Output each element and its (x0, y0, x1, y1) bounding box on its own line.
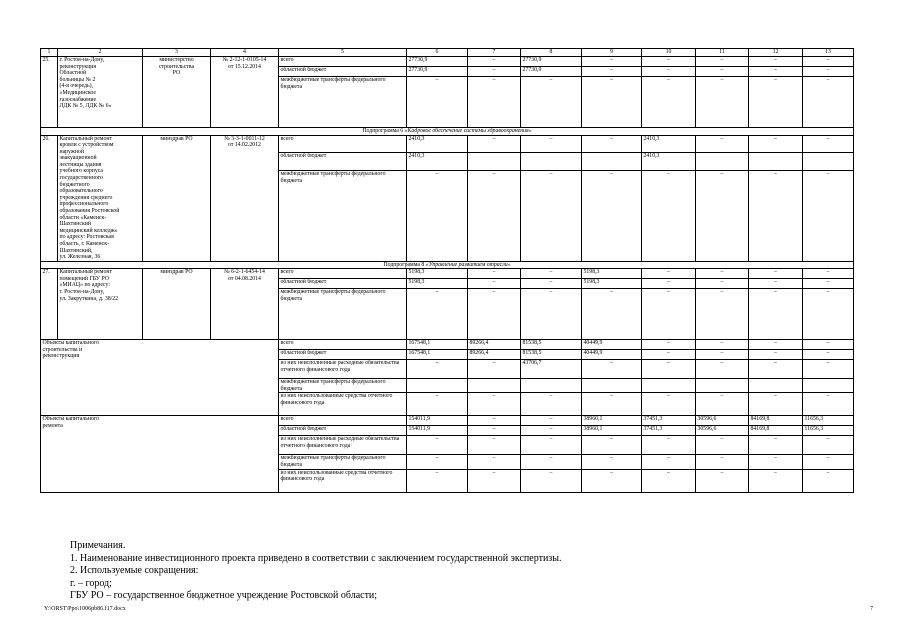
amount-cell: – (521, 269, 582, 279)
col-num: 8 (521, 49, 582, 57)
amount-cell: – (749, 171, 803, 262)
customer: минздрав РО (143, 269, 211, 340)
amount-cell: – (696, 469, 749, 492)
amount-cell (642, 379, 696, 393)
amount-cell: – (468, 360, 521, 379)
amount-cell: – (803, 436, 854, 455)
amount-cell: – (582, 289, 642, 340)
amount-cell (582, 153, 642, 171)
amount-cell: 5198,3 (582, 269, 642, 279)
amount-cell: – (582, 393, 642, 416)
amount-cell: – (468, 171, 521, 262)
amount-cell (696, 379, 749, 393)
amount-cell: – (468, 426, 521, 436)
amount-cell: – (407, 360, 468, 379)
amount-cell: – (521, 135, 582, 153)
amount-cell: 38960,1 (582, 416, 642, 426)
customer: минздрав РО (143, 135, 211, 261)
funding-source: всего (279, 57, 407, 67)
amount-cell: – (696, 269, 749, 279)
amount-cell: – (642, 269, 696, 279)
amount-cell: 167548,1 (407, 350, 468, 360)
amount-cell: – (468, 289, 521, 340)
amount-cell: 27730,9 (407, 57, 468, 67)
amount-cell: – (803, 455, 854, 469)
amount-cell: – (521, 289, 582, 340)
amount-cell: – (407, 469, 468, 492)
amount-cell: – (582, 67, 642, 77)
amount-cell: – (521, 455, 582, 469)
note-line: 2. Используемые сокращения: (70, 565, 199, 577)
amount-cell: – (749, 436, 803, 455)
note-line: г. – город; (70, 577, 112, 589)
amount-cell: 40449,9 (582, 340, 642, 350)
amount-cell: 84169,8 (749, 416, 803, 426)
amount-cell: 2410,3 (407, 135, 468, 153)
amount-cell (749, 153, 803, 171)
amount-cell: 38960,1 (582, 426, 642, 436)
col-num: 6 (407, 49, 468, 57)
amount-cell: 27730,9 (521, 67, 582, 77)
amount-cell: – (749, 393, 803, 416)
amount-cell: – (521, 77, 582, 128)
table-row (41, 340, 854, 350)
amount-cell: 89266,4 (468, 340, 521, 350)
funding-source: межбюджетные трансферты федерального бюджета (279, 455, 407, 469)
amount-cell: 2410,3 (642, 135, 696, 153)
amount-cell: – (468, 57, 521, 67)
amount-cell: – (407, 436, 468, 455)
col-num: 3 (143, 49, 211, 57)
amount-cell: – (521, 416, 582, 426)
col-num: 10 (642, 49, 696, 57)
group-name: Объекты капитального строительства и реконструкции (41, 340, 279, 416)
amount-cell: – (407, 393, 468, 416)
funding-source: из них неиспользованные средства отчетного финансового года (279, 393, 407, 416)
amount-cell: – (642, 393, 696, 416)
subprogram-title (41, 128, 854, 136)
amount-cell: 5198,3 (582, 279, 642, 289)
amount-cell: 2410,3 (407, 153, 468, 171)
amount-cell: – (521, 426, 582, 436)
amount-cell: – (749, 135, 803, 153)
amount-cell: – (407, 171, 468, 262)
amount-cell: – (642, 455, 696, 469)
amount-cell: – (803, 393, 854, 416)
amount-cell: – (696, 57, 749, 67)
amount-cell (407, 379, 468, 393)
amount-cell: 37451,3 (642, 416, 696, 426)
amount-cell: – (696, 436, 749, 455)
funding-source: областной бюджет (279, 279, 407, 289)
amount-cell: – (696, 393, 749, 416)
amount-cell: – (582, 77, 642, 128)
col-num: 11 (696, 49, 749, 57)
table-row (41, 135, 854, 153)
object-name: г. Ростов-на-Дону, реконструкция Областной больницы № 2 (4-я очередь), «Медицинское газоснабжение ЛДК № 5, ЛДК № 6» (58, 57, 143, 128)
subprogram-name: «Управление развитием отрасли» (425, 261, 511, 268)
amount-cell: 2410,3 (642, 153, 696, 171)
budget-table (40, 48, 853, 493)
amount-cell: – (521, 279, 582, 289)
amount-cell: 89266,4 (468, 350, 521, 360)
funding-source: межбюджетные трансферты федерального бюджета (279, 77, 407, 128)
expertise-doc: № 3-3-1-0011-12 от 14.02.2012 (211, 135, 279, 261)
row-number: 25. (41, 57, 58, 128)
amount-cell: 154011,9 (407, 416, 468, 426)
amount-cell: 27730,9 (407, 67, 468, 77)
amount-cell: – (696, 455, 749, 469)
notes-block (70, 540, 561, 603)
amount-cell: – (696, 360, 749, 379)
subprogram-row (41, 128, 854, 136)
amount-cell: 5198,3 (407, 279, 468, 289)
amount-cell: – (468, 135, 521, 153)
expertise-doc: № 2-12-1-0105-14 от 15.12.2014 (211, 57, 279, 128)
amount-cell: – (749, 77, 803, 128)
amount-cell: – (407, 77, 468, 128)
amount-cell: 11656,3 (803, 416, 854, 426)
amount-cell: – (696, 171, 749, 262)
amount-cell: – (749, 469, 803, 492)
amount-cell: – (468, 436, 521, 455)
subprogram-prefix: Подпрограмма 8 (383, 261, 426, 268)
amount-cell: – (749, 289, 803, 340)
col-num: 9 (582, 49, 642, 57)
funding-source: областной бюджет (279, 350, 407, 360)
col-num: 2 (58, 49, 143, 57)
note-line: ГБУ РО – государственное бюджетное учреждение Ростовской области; (70, 590, 378, 602)
amount-cell: – (642, 289, 696, 340)
amount-cell: – (696, 340, 749, 350)
amount-cell (468, 153, 521, 171)
amount-cell: – (803, 171, 854, 262)
row-number: 26. (41, 135, 58, 261)
amount-cell: – (642, 469, 696, 492)
amount-cell: – (696, 135, 749, 153)
subprogram-row (41, 261, 854, 269)
amount-cell: – (803, 77, 854, 128)
amount-cell: – (582, 57, 642, 67)
notes-heading: Примечания. (70, 540, 126, 551)
amount-cell: – (803, 135, 854, 153)
row-number: 27. (41, 269, 58, 340)
object-name: Капитальный ремонт кровли с устройством наружной эвакуационной лестницы здания учебного корпуса государственного бюджетного образовательного учреждения среднего профессионального образования Ростовской области «Каменск- Шахтинский медицинский колледж» по адресу: Ростовская область, г. Каменск- Шахтинский, ул. Железная, 36 (58, 135, 143, 261)
amount-cell: 81538,5 (521, 340, 582, 350)
funding-source: межбюджетные трансферты федерального бюджета (279, 379, 407, 393)
amount-cell (521, 379, 582, 393)
funding-source: межбюджетные трансферты федерального бюджета (279, 171, 407, 262)
column-number-row (41, 49, 854, 57)
amount-cell: – (642, 57, 696, 67)
funding-source: межбюджетные трансферты федерального бюджета (279, 289, 407, 340)
amount-cell: – (749, 67, 803, 77)
amount-cell (749, 379, 803, 393)
amount-cell: – (642, 67, 696, 77)
customer: министерство строительства РО (143, 57, 211, 128)
amount-cell: – (696, 67, 749, 77)
funding-source: всего (279, 269, 407, 279)
amount-cell: – (696, 77, 749, 128)
funding-source: всего (279, 135, 407, 153)
group-name: Объекты капитального ремонта (41, 416, 279, 492)
funding-source: всего (279, 340, 407, 350)
amount-cell: 84169,8 (749, 426, 803, 436)
amount-cell: – (803, 360, 854, 379)
col-num: 12 (749, 49, 803, 57)
amount-cell (468, 379, 521, 393)
funding-source: из них неисполненные расходные обязательства отчетного финансового года (279, 436, 407, 455)
amount-cell: – (803, 350, 854, 360)
table-row (41, 57, 854, 67)
amount-cell: – (803, 269, 854, 279)
funding-source: из них неиспользованные средства отчетного финансового года (279, 469, 407, 492)
amount-cell: – (642, 350, 696, 360)
amount-cell: – (642, 436, 696, 455)
page-number: 7 (870, 606, 873, 612)
amount-cell: 167548,1 (407, 340, 468, 350)
funding-source: из них неисполненные расходные обязательства отчетного финансового года (279, 360, 407, 379)
amount-cell: – (803, 289, 854, 340)
col-num: 7 (468, 49, 521, 57)
amount-cell: – (749, 340, 803, 350)
amount-cell: – (749, 269, 803, 279)
amount-cell: 43706,7 (521, 360, 582, 379)
note-line: 1. Наименование инвестиционного проекта приведено в соответствии с заключением государственной экспертизы. (70, 552, 562, 564)
amount-cell: – (468, 469, 521, 492)
funding-source: областной бюджет (279, 67, 407, 77)
amount-cell: – (468, 455, 521, 469)
amount-cell: 30596,6 (696, 426, 749, 436)
amount-cell (696, 153, 749, 171)
amount-cell: – (521, 436, 582, 455)
amount-cell: – (696, 279, 749, 289)
funding-source: областной бюджет (279, 153, 407, 171)
amount-cell: – (696, 289, 749, 340)
table-row (41, 416, 854, 426)
funding-source: всего (279, 416, 407, 426)
amount-cell: – (468, 67, 521, 77)
amount-cell: – (582, 360, 642, 379)
amount-cell: – (521, 469, 582, 492)
amount-cell: – (582, 436, 642, 455)
funding-source: областной бюджет (279, 426, 407, 436)
amount-cell: – (407, 455, 468, 469)
amount-cell: – (803, 57, 854, 67)
footer-file-path: Y:\ORST\Ppo\1006pb86.f17.docx (44, 606, 126, 612)
amount-cell: – (749, 455, 803, 469)
amount-cell: – (521, 171, 582, 262)
amount-cell: – (582, 171, 642, 262)
amount-cell: 37451,3 (642, 426, 696, 436)
amount-cell: 11656,3 (803, 426, 854, 436)
amount-cell: – (642, 360, 696, 379)
amount-cell: – (749, 57, 803, 67)
col-num: 13 (803, 49, 854, 57)
amount-cell: – (582, 469, 642, 492)
amount-cell: – (803, 469, 854, 492)
col-num: 1 (41, 49, 58, 57)
subprogram-name: «Кадровое обеспечение системы здравоохранения» (404, 128, 532, 134)
amount-cell: – (803, 67, 854, 77)
amount-cell: – (468, 416, 521, 426)
amount-cell: – (642, 279, 696, 289)
amount-cell: – (407, 289, 468, 340)
amount-cell: – (642, 77, 696, 128)
amount-cell: 81538,5 (521, 350, 582, 360)
col-num: 5 (279, 49, 407, 57)
subprogram-title (41, 261, 854, 269)
amount-cell: – (642, 340, 696, 350)
col-num: 4 (211, 49, 279, 57)
amount-cell: – (468, 77, 521, 128)
amount-cell: – (749, 350, 803, 360)
table-row (41, 269, 854, 279)
amount-cell: – (803, 340, 854, 350)
amount-cell: – (749, 360, 803, 379)
amount-cell: – (468, 393, 521, 416)
expertise-doc: № 6-2-1-6454-14 от 04.08.2014 (211, 269, 279, 340)
amount-cell: 5198,3 (407, 269, 468, 279)
amount-cell (582, 379, 642, 393)
amount-cell: – (468, 279, 521, 289)
amount-cell: – (582, 135, 642, 153)
amount-cell: 30596,6 (696, 416, 749, 426)
subprogram-prefix: Подпрограмма 6 (362, 128, 405, 134)
amount-cell (521, 153, 582, 171)
amount-cell: – (749, 279, 803, 289)
amount-cell: 154011,9 (407, 426, 468, 436)
amount-cell (803, 379, 854, 393)
object-name: Капитальный ремонт помещений ГБУ РО «МИАЦ» по адресу: г. Ростов-на-Дону, ул. Закруткина, д. 38/22 (58, 269, 143, 340)
amount-cell: – (582, 455, 642, 469)
amount-cell: – (468, 269, 521, 279)
amount-cell: – (642, 171, 696, 262)
amount-cell: – (803, 279, 854, 289)
amount-cell (803, 153, 854, 171)
amount-cell: 27730,9 (521, 57, 582, 67)
amount-cell: – (521, 393, 582, 416)
amount-cell: 40449,9 (582, 350, 642, 360)
amount-cell: – (696, 350, 749, 360)
